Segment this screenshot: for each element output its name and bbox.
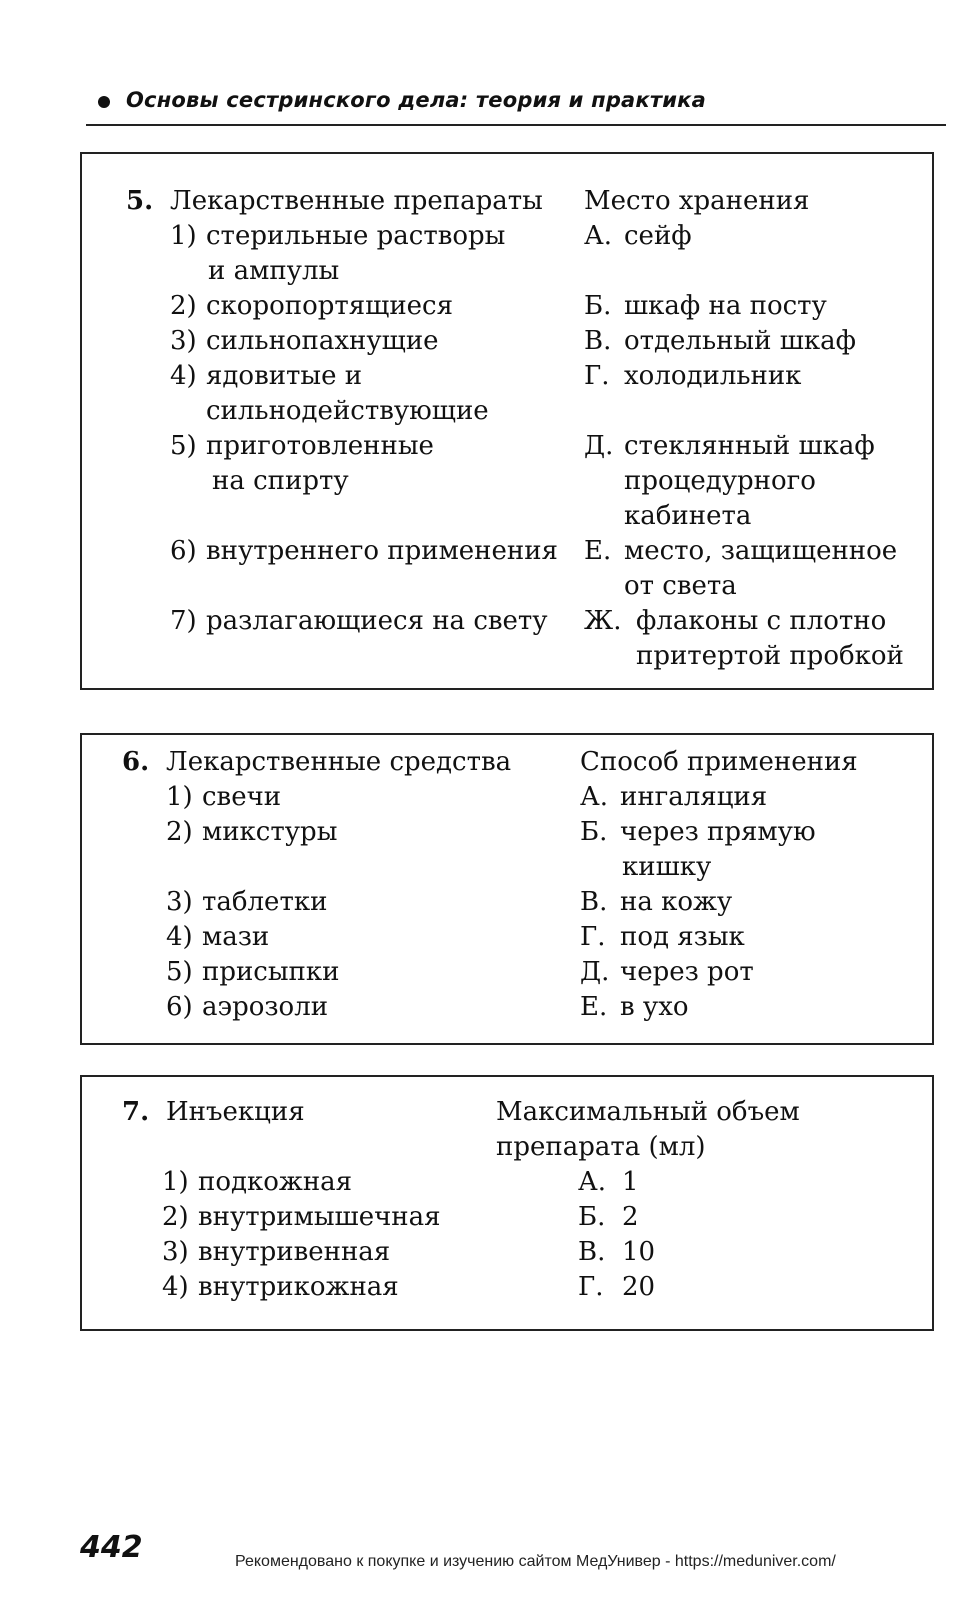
item-text: мази bbox=[202, 922, 270, 952]
right-column-heading: Максимальный объем bbox=[496, 1097, 800, 1127]
question-6-box bbox=[80, 733, 934, 1045]
right-column-heading: Способ применения bbox=[580, 747, 858, 777]
option-letter: Ж. bbox=[584, 606, 622, 636]
option-letter: В. bbox=[578, 1237, 606, 1267]
left-column-heading: Лекарственные средства bbox=[166, 747, 512, 777]
item-text: сильнопахнущие bbox=[206, 326, 439, 356]
option-letter: Г. bbox=[578, 1272, 604, 1302]
question-number: 5. bbox=[126, 186, 154, 216]
item-number: 7) bbox=[170, 606, 197, 636]
option-text: от света bbox=[624, 571, 737, 601]
option-letter: Е. bbox=[580, 992, 608, 1022]
item-number: 3) bbox=[166, 887, 193, 917]
right-column-heading: Место хранения bbox=[584, 186, 810, 216]
item-number: 1) bbox=[170, 221, 197, 251]
item-text: подкожная bbox=[198, 1167, 353, 1197]
item-text: внутривенная bbox=[198, 1237, 391, 1267]
running-header bbox=[86, 84, 946, 126]
item-number: 3) bbox=[170, 326, 197, 356]
option-text: шкаф на посту bbox=[624, 291, 827, 321]
item-number: 5) bbox=[170, 431, 197, 461]
item-text: приготовленные bbox=[206, 431, 434, 461]
item-text: и ампулы bbox=[208, 256, 340, 286]
item-text: таблетки bbox=[202, 887, 328, 917]
item-text: микстуры bbox=[202, 817, 338, 847]
option-text: сейф bbox=[624, 221, 692, 251]
option-text: 10 bbox=[622, 1237, 656, 1267]
item-text: внутреннего применения bbox=[206, 536, 558, 566]
option-text: через прямую bbox=[620, 817, 816, 847]
item-text: внутримышечная bbox=[198, 1202, 441, 1232]
page-number: 442 bbox=[80, 1530, 143, 1565]
item-text: сильнодействующие bbox=[206, 396, 489, 426]
option-letter: Б. bbox=[578, 1202, 606, 1232]
option-text: флаконы с плотно bbox=[636, 606, 887, 636]
option-text: холодильник bbox=[624, 361, 802, 391]
option-letter: Б. bbox=[580, 817, 608, 847]
item-text: на спирту bbox=[212, 466, 349, 496]
item-text: скоропортящиеся bbox=[206, 291, 454, 321]
option-text: под язык bbox=[620, 922, 745, 952]
item-text: свечи bbox=[202, 782, 282, 812]
left-column-heading: Инъекция bbox=[166, 1097, 305, 1127]
item-text: разлагающиеся на свету bbox=[206, 606, 548, 636]
option-text: ингаляция bbox=[620, 782, 768, 812]
option-text: процедурного bbox=[624, 466, 816, 496]
option-text: кабинета bbox=[624, 501, 752, 531]
option-text: 20 bbox=[622, 1272, 656, 1302]
item-number: 6) bbox=[166, 992, 193, 1022]
option-text: место, защищенное bbox=[624, 536, 898, 566]
option-letter: А. bbox=[578, 1167, 606, 1197]
option-letter: Г. bbox=[580, 922, 606, 952]
option-letter: Г. bbox=[584, 361, 610, 391]
item-number: 4) bbox=[170, 361, 197, 391]
option-letter: Б. bbox=[584, 291, 612, 321]
option-text: стеклянный шкаф bbox=[624, 431, 875, 461]
option-text: на кожу bbox=[620, 887, 733, 917]
item-number: 2) bbox=[166, 817, 193, 847]
option-letter: Д. bbox=[580, 957, 610, 987]
option-text: 1 bbox=[622, 1167, 639, 1197]
option-text: притертой пробкой bbox=[636, 641, 904, 671]
left-column-heading: Лекарственные препараты bbox=[170, 186, 543, 216]
question-7-box bbox=[80, 1075, 934, 1331]
option-letter: Д. bbox=[584, 431, 614, 461]
option-text: кишку bbox=[622, 852, 712, 882]
item-text: присыпки bbox=[202, 957, 340, 987]
item-text: стерильные растворы bbox=[206, 221, 506, 251]
option-text: через рот bbox=[620, 957, 754, 987]
item-number: 1) bbox=[166, 782, 193, 812]
question-number: 7. bbox=[122, 1097, 150, 1127]
header-title: Основы сестринского дела: теория и практика bbox=[126, 88, 706, 112]
item-number: 6) bbox=[170, 536, 197, 566]
item-number: 1) bbox=[162, 1167, 189, 1197]
item-text: аэрозоли bbox=[202, 992, 329, 1022]
item-number: 5) bbox=[166, 957, 193, 987]
option-text: в ухо bbox=[620, 992, 689, 1022]
item-number: 2) bbox=[162, 1202, 189, 1232]
item-text: внутрикожная bbox=[198, 1272, 399, 1302]
item-number: 4) bbox=[162, 1272, 189, 1302]
item-number: 2) bbox=[170, 291, 197, 321]
item-number: 3) bbox=[162, 1237, 189, 1267]
option-text: отдельный шкаф bbox=[624, 326, 856, 356]
option-letter: А. bbox=[580, 782, 608, 812]
right-column-heading: препарата (мл) bbox=[496, 1132, 706, 1162]
option-text: 2 bbox=[622, 1202, 639, 1232]
footer-note: Рекомендовано к покупке и изучению сайтом МедУнивер - https://meduniver.com/ bbox=[235, 1553, 836, 1570]
option-letter: В. bbox=[584, 326, 612, 356]
question-number: 6. bbox=[122, 747, 150, 777]
question-5-box bbox=[80, 152, 934, 690]
option-letter: Е. bbox=[584, 536, 612, 566]
bullet-icon bbox=[98, 96, 110, 108]
option-letter: А. bbox=[584, 221, 612, 251]
item-number: 4) bbox=[166, 922, 193, 952]
item-text: ядовитые и bbox=[206, 361, 363, 391]
option-letter: В. bbox=[580, 887, 608, 917]
